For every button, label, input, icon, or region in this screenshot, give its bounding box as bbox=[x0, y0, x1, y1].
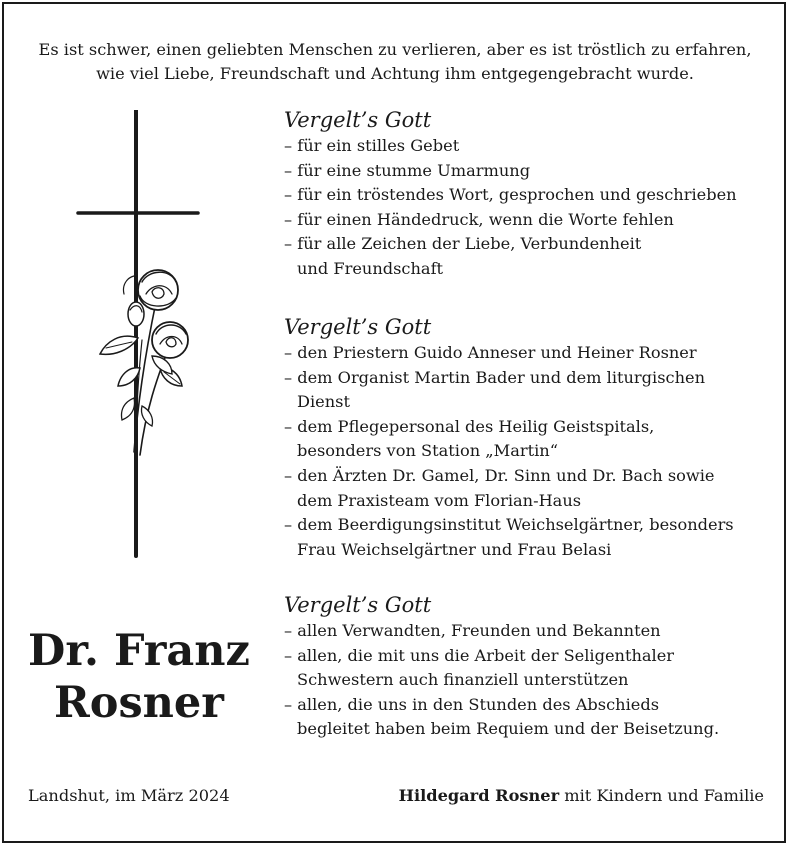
list-item-line: – allen Verwandten, Freunden und Bekannten bbox=[284, 621, 661, 640]
list-item-line: – für einen Händedruck, wenn die Worte fehlen bbox=[284, 209, 674, 229]
list-item bbox=[284, 232, 774, 281]
list-item bbox=[284, 208, 774, 233]
section-3 bbox=[284, 591, 774, 742]
list-item-line: Schwestern auch finanziell unterstützen bbox=[297, 670, 629, 690]
section-title: Vergelt’s Gott bbox=[284, 593, 432, 617]
list-item-line: – dem Pflegepersonal des Heilig Geistspitals, bbox=[284, 416, 655, 436]
list-item bbox=[284, 513, 774, 562]
cross-with-roses-icon bbox=[76, 110, 201, 560]
list-item-line: – allen, die uns in den Stunden des Abschieds bbox=[284, 694, 659, 714]
list-item-line: – für ein stilles Gebet bbox=[284, 136, 460, 155]
section-title: Vergelt’s Gott bbox=[284, 315, 432, 339]
list-item bbox=[284, 693, 774, 742]
intro-line: wie viel Liebe, Freundschaft und Achtung ihm entgegengebracht wurde. bbox=[96, 64, 694, 83]
list-item-line: dem Praxisteam vom Florian-Haus bbox=[297, 490, 582, 510]
thanks-list bbox=[284, 341, 774, 562]
intro-line: Es ist schwer, einen geliebten Menschen zu verlieren, aber es ist tröstlich zu erfahren, bbox=[38, 40, 752, 59]
signer-family: mit Kindern und Familie bbox=[559, 786, 764, 805]
signature bbox=[399, 786, 764, 805]
list-item bbox=[284, 159, 774, 184]
list-item-line: – dem Organist Martin Bader und dem liturgischen bbox=[284, 367, 706, 387]
intro-text bbox=[10, 38, 780, 86]
list-item bbox=[284, 134, 774, 159]
list-item bbox=[284, 341, 774, 366]
deceased-name-line: Dr. Franz bbox=[28, 626, 250, 676]
list-item bbox=[284, 464, 774, 513]
list-item-line: – den Priestern Guido Anneser und Heiner Rosner bbox=[284, 343, 697, 362]
list-item-line: – dem Beerdigungsinstitut Weichselgärtner, besonders bbox=[284, 515, 734, 535]
deceased-name-line: Rosner bbox=[54, 678, 224, 728]
list-item bbox=[284, 619, 774, 644]
list-item-line: – für eine stumme Umarmung bbox=[284, 160, 531, 180]
section-1 bbox=[284, 106, 774, 282]
list-item-line: und Freundschaft bbox=[297, 258, 444, 278]
list-item bbox=[284, 183, 774, 208]
thanks-list bbox=[284, 134, 774, 282]
list-item-line: Dienst bbox=[297, 392, 350, 412]
list-item bbox=[284, 644, 774, 693]
list-item bbox=[284, 415, 774, 464]
list-item-line: – den Ärzten Dr. Gamel, Dr. Sinn und Dr. Bach sowie bbox=[284, 465, 715, 485]
thanks-list bbox=[284, 619, 774, 742]
list-item-line: besonders von Station „Martin“ bbox=[297, 441, 558, 461]
section-2 bbox=[284, 313, 774, 562]
signer-name: Hildegard Rosner bbox=[398, 786, 560, 805]
deceased-name bbox=[14, 625, 264, 729]
list-item-line: begleitet haben beim Requiem und der Beisetzung. bbox=[297, 719, 720, 739]
list-item-line: – allen, die mit uns die Arbeit der Seligenthaler bbox=[284, 645, 675, 665]
list-item-line: – für alle Zeichen der Liebe, Verbundenheit bbox=[284, 234, 642, 254]
list-item bbox=[284, 366, 774, 415]
place-date: Landshut, im März 2024 bbox=[28, 786, 230, 805]
list-item-line: – für ein tröstendes Wort, gesprochen und geschrieben bbox=[284, 185, 737, 205]
list-item-line: Frau Weichselgärtner und Frau Belasi bbox=[297, 539, 612, 559]
section-title: Vergelt’s Gott bbox=[284, 108, 432, 132]
